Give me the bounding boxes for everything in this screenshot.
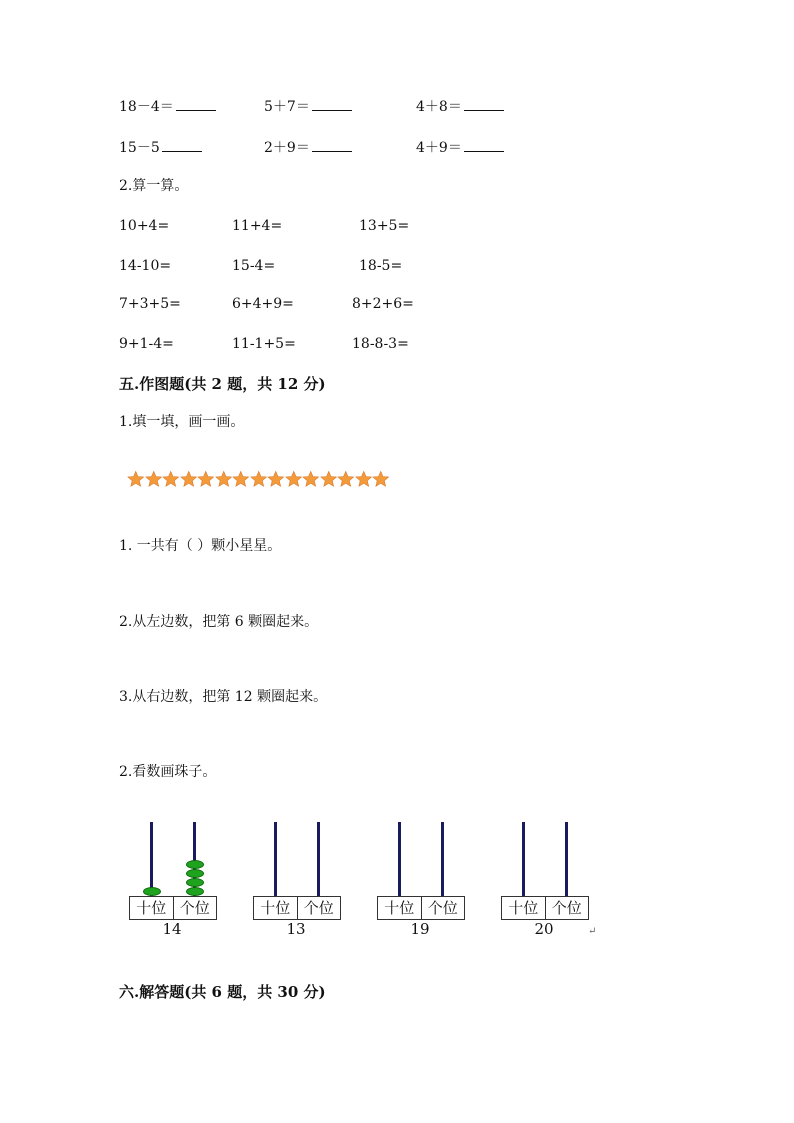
q1-item-1: 1. 一共有（ ）颗小星星。: [119, 538, 282, 554]
compare-row-1-b: 5＋7＝: [264, 98, 352, 116]
calc-item: 18-8-3=: [352, 336, 409, 352]
ones-rod[interactable]: [317, 822, 320, 898]
calc-item: 7+3+5=: [119, 296, 181, 312]
compare-row-1-a: 18－4＝: [119, 98, 216, 116]
abacus-19: [377, 820, 465, 938]
section5-title: 五.作图题(共 2 题，共 12 分): [119, 375, 326, 393]
compare-row-2-a: 15－5: [119, 139, 202, 157]
calc-item: 9+1-4=: [119, 336, 174, 352]
abacus-number: 20: [534, 920, 554, 938]
place-value-table: [501, 896, 589, 920]
return-mark: ↵: [588, 926, 597, 937]
abacus-14: [129, 820, 217, 938]
bead[interactable]: [186, 860, 204, 869]
answer-blank[interactable]: [312, 98, 352, 111]
bead[interactable]: [143, 887, 161, 896]
star-icon[interactable]: [127, 470, 145, 488]
q1-title: 1.填一填，画一画。: [119, 414, 245, 430]
place-value-table: [377, 896, 465, 920]
calc-item: 11-1+5=: [232, 336, 296, 352]
abacus-13: [253, 820, 341, 938]
calc-title: 2.算一算。: [119, 178, 189, 194]
calc-item: 10+4=: [119, 218, 170, 234]
ones-label: 个位: [545, 897, 589, 919]
star-icon[interactable]: [250, 470, 268, 488]
compare-row-2-b: 2＋9＝: [264, 139, 352, 157]
star-icon[interactable]: [337, 470, 355, 488]
abacus-number: 14: [162, 920, 182, 938]
tens-rod[interactable]: [274, 822, 277, 898]
calc-item: 15-4=: [232, 258, 276, 274]
bead[interactable]: [186, 887, 204, 896]
calc-item: 14-10=: [119, 258, 172, 274]
ones-rod[interactable]: [565, 822, 568, 898]
abacus-number: 13: [286, 920, 306, 938]
star-icon[interactable]: [162, 470, 180, 488]
calc-item: 11+4=: [232, 218, 283, 234]
bead[interactable]: [186, 878, 204, 887]
ones-label: 个位: [173, 897, 217, 919]
star-icon[interactable]: [320, 470, 338, 488]
place-value-table: [129, 896, 217, 920]
ones-label: 个位: [297, 897, 341, 919]
star-icon[interactable]: [232, 470, 250, 488]
tens-label: 十位: [508, 899, 539, 917]
answer-blank[interactable]: [176, 98, 216, 111]
section6-title: 六.解答题(共 6 题，共 30 分): [119, 983, 326, 1001]
star-icon[interactable]: [372, 470, 390, 488]
answer-blank[interactable]: [464, 98, 504, 111]
calc-item: 6+4+9=: [232, 296, 294, 312]
abacus-number: 19: [410, 920, 430, 938]
q1-item-3: 3.从右边数，把第 12 颗圈起来。: [119, 689, 328, 705]
star-icon[interactable]: [285, 470, 303, 488]
star-icon[interactable]: [197, 470, 215, 488]
calc-item: 18-5=: [359, 258, 403, 274]
tens-label: 十位: [384, 899, 415, 917]
compare-row-1-c: 4＋8＝: [416, 98, 504, 116]
answer-blank[interactable]: [162, 139, 202, 152]
answer-blank[interactable]: [312, 139, 352, 152]
tens-rod[interactable]: [522, 822, 525, 898]
abacus-20: [501, 820, 589, 938]
calc-item: 13+5=: [359, 218, 410, 234]
calc-item: 8+2+6=: [352, 296, 414, 312]
star-icon[interactable]: [215, 470, 233, 488]
tens-rod[interactable]: [398, 822, 401, 898]
bead[interactable]: [186, 869, 204, 878]
star-icon[interactable]: [302, 470, 320, 488]
ones-rod[interactable]: [441, 822, 444, 898]
star-icon[interactable]: [180, 470, 198, 488]
compare-row-2-c: 4＋9＝: [416, 139, 504, 157]
q1-item-2: 2.从左边数，把第 6 颗圈起来。: [119, 614, 319, 630]
place-value-table: [253, 896, 341, 920]
q2-title: 2.看数画珠子。: [119, 764, 217, 780]
answer-blank[interactable]: [464, 139, 504, 152]
tens-label: 十位: [136, 899, 167, 917]
tens-label: 十位: [260, 899, 291, 917]
star-row: [127, 470, 390, 490]
star-icon[interactable]: [267, 470, 285, 488]
star-icon[interactable]: [355, 470, 373, 488]
ones-label: 个位: [421, 897, 465, 919]
star-icon[interactable]: [145, 470, 163, 488]
